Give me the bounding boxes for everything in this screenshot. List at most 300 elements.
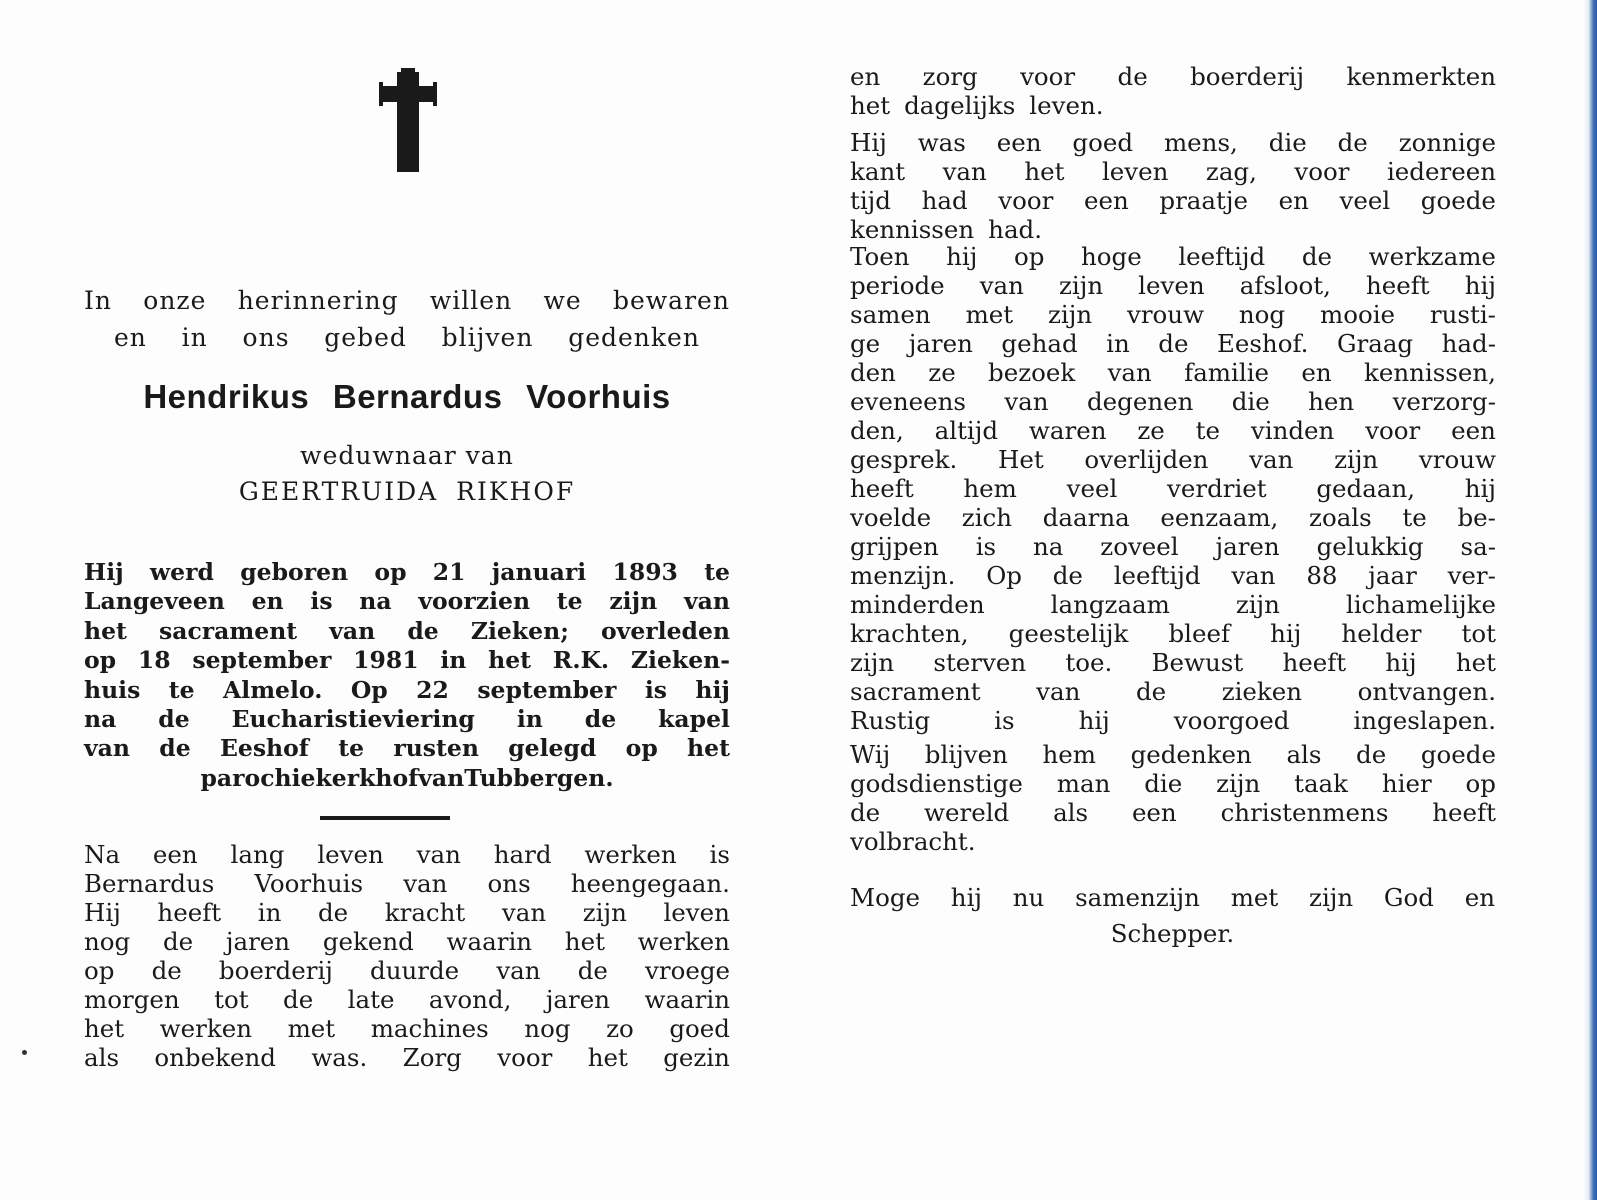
word: zag,	[1205, 157, 1257, 186]
word: het	[687, 734, 730, 763]
life-paragraph	[84, 840, 730, 1072]
word: te	[704, 558, 730, 586]
word: gekend	[322, 927, 414, 956]
word: zorg	[922, 62, 978, 91]
word: praatje	[1159, 186, 1248, 215]
word: te	[338, 734, 365, 763]
word: hij	[1270, 619, 1302, 648]
word: hij	[1078, 706, 1110, 735]
word: periode	[850, 271, 945, 300]
word: is	[975, 532, 997, 561]
word: zich	[961, 503, 1013, 532]
word: het	[84, 1014, 125, 1043]
word: waarin	[446, 927, 533, 956]
text-line	[84, 558, 730, 587]
word: lichamelijke	[1345, 590, 1496, 619]
word: het	[488, 646, 532, 675]
text-line	[850, 62, 1496, 91]
word: hij	[1464, 474, 1496, 503]
word: zijn	[1309, 883, 1354, 912]
word: de	[283, 985, 314, 1014]
word: willen	[429, 286, 513, 315]
word: nog	[524, 1014, 571, 1043]
word: jaren	[908, 329, 973, 358]
word: degenen	[1086, 387, 1194, 416]
word: Eeshof	[219, 734, 309, 763]
word: na	[84, 705, 117, 734]
text-line	[850, 300, 1496, 329]
word: de	[1052, 561, 1083, 590]
word: van	[1107, 358, 1152, 387]
word: van	[403, 869, 448, 898]
word: herinnering	[237, 286, 399, 315]
word: be-	[1457, 503, 1496, 532]
word: R.K.	[552, 646, 610, 675]
word: voelde	[850, 503, 932, 532]
word: van	[84, 734, 130, 763]
text-line	[84, 646, 730, 675]
word: hem	[1042, 740, 1096, 769]
divider-line	[320, 816, 450, 820]
word: zijn	[582, 898, 627, 927]
word: duurde	[370, 956, 460, 985]
text-line	[850, 619, 1496, 648]
word: Op	[986, 561, 1022, 590]
text-line	[850, 827, 1496, 856]
text-line	[84, 705, 730, 734]
word: kracht	[384, 898, 466, 927]
word: heeft	[1282, 648, 1347, 677]
word: geestelijk	[1008, 619, 1129, 648]
word: in	[516, 705, 543, 734]
word: hij	[1464, 271, 1496, 300]
word: Moge	[850, 883, 921, 912]
word: verzorg-	[1392, 387, 1496, 416]
word: Bewust	[1151, 648, 1244, 677]
word: veel	[1339, 186, 1391, 215]
word: van	[416, 840, 461, 869]
text-line	[850, 769, 1496, 798]
word: een	[1451, 416, 1496, 445]
word: het	[1455, 648, 1496, 677]
word: een	[996, 128, 1042, 157]
word: van	[1036, 677, 1081, 706]
word: hard	[493, 840, 552, 869]
word: familie	[1184, 358, 1270, 387]
word: die	[1268, 128, 1307, 157]
word: Eucharistieviering	[231, 705, 475, 734]
word: het	[1024, 157, 1065, 186]
right-paragraph-1	[850, 62, 1496, 120]
word: Rustig	[850, 706, 931, 735]
text-line	[850, 503, 1496, 532]
word: overleden	[600, 616, 730, 645]
word: afsloot,	[1239, 271, 1331, 300]
word: zijn	[1048, 300, 1093, 329]
word: rusten	[393, 734, 479, 763]
word: te	[1402, 503, 1427, 532]
word: Op	[350, 675, 388, 704]
word: hier	[1381, 769, 1432, 798]
text-line	[84, 1014, 730, 1043]
word: zijn	[1235, 590, 1280, 619]
word: leven	[1101, 157, 1169, 186]
word: voorzien	[418, 587, 531, 616]
word: met	[965, 300, 1014, 329]
word: hem	[963, 474, 1017, 503]
deceased-name: Hendrikus Bernardus Voorhuis	[143, 378, 671, 415]
text-line	[850, 387, 1496, 416]
intro-text	[84, 282, 730, 356]
word: zieken	[1221, 677, 1303, 706]
word: eveneens	[850, 387, 966, 416]
word: van	[1231, 561, 1276, 590]
word: Almelo.	[223, 675, 323, 704]
word: werken	[584, 840, 677, 869]
word: nu	[1012, 883, 1045, 912]
text-line	[850, 271, 1496, 300]
word: mens,	[1163, 128, 1238, 157]
word: grijpen	[850, 532, 939, 561]
word: 1893	[612, 558, 678, 586]
word: ons	[242, 323, 290, 352]
word: volbracht.	[850, 827, 976, 856]
word: als	[1286, 740, 1322, 769]
word: vroege	[645, 956, 730, 985]
word: de	[162, 927, 194, 956]
word: van	[496, 956, 541, 985]
word: de	[158, 705, 190, 734]
word: gedenken	[568, 323, 700, 352]
word: heeft	[850, 474, 914, 503]
text-line	[84, 617, 730, 646]
word: tijd	[850, 186, 891, 215]
word: en	[850, 62, 881, 91]
word: Graag	[1336, 329, 1414, 358]
word: waarin	[644, 985, 730, 1014]
word: voor	[497, 1043, 553, 1072]
word: leven	[1138, 271, 1205, 300]
word: de	[151, 956, 182, 985]
word: september	[477, 675, 617, 704]
intro-line-1	[84, 282, 730, 319]
word: van	[329, 616, 376, 645]
word: hij	[946, 242, 978, 271]
word: langzaam	[1050, 590, 1170, 619]
word: samen	[850, 300, 931, 329]
text-line	[850, 590, 1496, 619]
word: van	[501, 898, 547, 927]
word: heeft	[1432, 798, 1496, 827]
word: Wij	[850, 740, 891, 769]
word: ontvangen.	[1357, 677, 1496, 706]
word: en	[1278, 186, 1309, 215]
word: taak	[1294, 769, 1348, 798]
text-line	[84, 734, 730, 763]
relation-label: weduwnaar van	[300, 441, 514, 470]
word: God	[1383, 883, 1434, 912]
word: Bernardus	[84, 869, 215, 898]
word: den	[850, 358, 896, 387]
word: ons	[487, 869, 531, 898]
word: Zieken;	[470, 616, 569, 645]
word: goed	[669, 1014, 730, 1043]
word: vinden	[1250, 416, 1335, 445]
word: op	[84, 646, 117, 675]
word: met	[1230, 883, 1279, 912]
word: te	[1195, 416, 1221, 445]
speck-mark	[22, 1050, 27, 1055]
word: in	[440, 646, 467, 675]
word: boerderij	[1190, 62, 1305, 91]
word: gelegd	[508, 734, 597, 763]
word: te	[556, 587, 583, 616]
text-line	[850, 474, 1496, 503]
word: Hij	[84, 558, 124, 586]
word: Voorhuis	[254, 869, 364, 898]
word: een	[1131, 798, 1177, 827]
word: bleef	[1168, 619, 1231, 648]
word: christenmens	[1220, 798, 1389, 827]
word: godsdienstige	[850, 769, 1023, 798]
word: vrouw	[1126, 300, 1205, 329]
word: jaren	[225, 927, 291, 956]
word: helder	[1341, 619, 1422, 648]
word: de	[1337, 128, 1368, 157]
word: tot	[1461, 619, 1496, 648]
right-paragraph-3	[850, 242, 1496, 735]
word: den,	[850, 416, 904, 445]
text-line	[850, 157, 1496, 186]
word: de	[584, 705, 617, 734]
spouse-name: GEERTRUIDA RIKHOF	[238, 477, 576, 506]
word: zoals	[1309, 503, 1372, 532]
word: de	[850, 798, 881, 827]
word: gelukkig	[1316, 532, 1424, 561]
word: krachten,	[850, 619, 969, 648]
word: iedereen	[1386, 157, 1496, 186]
word: mooie	[1319, 300, 1396, 329]
word: waren	[1028, 416, 1107, 445]
widower-info	[84, 438, 730, 510]
word: de	[1301, 242, 1333, 271]
word: Zorg	[402, 1043, 462, 1072]
word: zoveel	[1100, 532, 1179, 561]
word: in	[257, 898, 282, 927]
word: van	[1004, 387, 1049, 416]
word: is	[310, 587, 333, 616]
word: en	[251, 587, 284, 616]
word: late	[347, 985, 395, 1014]
word: menzijn.	[850, 561, 956, 590]
word: van	[418, 763, 465, 792]
word: werd	[149, 558, 214, 586]
word: kapel	[658, 705, 730, 734]
word: op	[84, 956, 115, 985]
word: hij	[1385, 648, 1417, 677]
word: overlijden	[1084, 445, 1209, 474]
word: nog	[1238, 300, 1286, 329]
text-line	[850, 358, 1496, 387]
word: Hij	[850, 128, 887, 157]
word: is	[644, 675, 667, 704]
word: met	[287, 1014, 336, 1043]
word: en	[1301, 358, 1332, 387]
word: lang	[230, 840, 285, 869]
word: ge	[850, 329, 881, 358]
word: ver-	[1447, 561, 1496, 590]
word: op	[1465, 769, 1496, 798]
text-line	[84, 587, 730, 616]
word: sacrament	[850, 677, 981, 706]
word: morgen	[84, 985, 180, 1014]
word: dagelijks	[904, 91, 1016, 120]
word: veel	[1066, 474, 1118, 503]
word: gesprek.	[850, 445, 958, 474]
word: we	[543, 286, 582, 315]
word: op	[625, 734, 658, 763]
word: kenmerkten	[1346, 62, 1496, 91]
right-paragraph-4	[850, 740, 1496, 856]
closing-word: Schepper.	[1110, 919, 1235, 948]
word: avond,	[428, 985, 512, 1014]
word: zo	[606, 1014, 634, 1043]
word: als	[84, 1043, 120, 1072]
closing-prayer	[850, 880, 1495, 952]
word: kant	[850, 157, 906, 186]
word: jaren	[545, 985, 611, 1014]
word: zijn	[850, 648, 895, 677]
word: 21	[432, 558, 466, 586]
word: onze	[143, 286, 207, 315]
text-line	[850, 186, 1496, 215]
word: Zieken-	[630, 646, 730, 675]
word: zijn	[609, 587, 658, 616]
word: de	[407, 616, 439, 645]
text-line	[850, 242, 1496, 271]
word: 18	[137, 646, 171, 675]
word: Het	[998, 445, 1044, 474]
word: hij	[695, 675, 730, 704]
word: vrouw	[1418, 445, 1496, 474]
word: goed	[1072, 128, 1134, 157]
text-line	[84, 956, 730, 985]
word: 1981	[353, 646, 419, 675]
word: zijn	[1334, 445, 1379, 474]
word: in	[1106, 329, 1130, 358]
word: had.	[988, 215, 1043, 244]
word: kennissen	[850, 215, 975, 244]
word: het	[587, 1043, 628, 1072]
word: eenzaam,	[1160, 503, 1279, 532]
word: Langeveen	[84, 587, 225, 616]
word: in	[181, 323, 208, 352]
word: Hij	[84, 898, 121, 927]
closing-line-1	[850, 880, 1495, 916]
word: voorgoed	[1173, 706, 1290, 735]
word: van	[1249, 445, 1294, 474]
text-line	[850, 532, 1496, 561]
word: ingeslapen.	[1353, 706, 1496, 735]
word: 88	[1306, 561, 1338, 590]
word: bewaren	[612, 286, 730, 315]
word: de	[577, 956, 608, 985]
word: goede	[1420, 740, 1496, 769]
word: na	[1033, 532, 1064, 561]
word: werkzame	[1368, 242, 1496, 271]
word: gedenken	[1130, 740, 1252, 769]
word: man	[1056, 769, 1111, 798]
word: zijn	[1216, 769, 1261, 798]
biography-paragraph	[84, 558, 730, 793]
word: leven	[663, 898, 730, 927]
text-line	[850, 706, 1496, 735]
word: Tubbergen.	[464, 763, 614, 792]
word: het	[564, 927, 605, 956]
word: onbekend	[154, 1043, 276, 1072]
word: en	[114, 323, 147, 352]
word: wereld	[924, 798, 1010, 827]
word: gebed	[324, 323, 407, 352]
word: machines	[370, 1014, 489, 1043]
word: voor	[998, 186, 1054, 215]
word: sa-	[1460, 532, 1496, 561]
word: heeft	[157, 898, 222, 927]
word: de	[1117, 62, 1148, 91]
word: nog	[84, 927, 131, 956]
word: leeftijd	[1113, 561, 1201, 590]
word: is	[709, 840, 730, 869]
word: leven	[317, 840, 384, 869]
word: ze	[1137, 416, 1165, 445]
text-line	[850, 561, 1496, 590]
word: september	[192, 646, 332, 675]
word: geboren	[240, 558, 349, 586]
word: daarna	[1042, 503, 1130, 532]
word: de	[159, 734, 191, 763]
word: op	[374, 558, 407, 586]
word: leven.	[1029, 91, 1104, 120]
word: werken	[159, 1014, 252, 1043]
word: het	[850, 91, 891, 120]
word: gedaan,	[1316, 474, 1416, 503]
word: leeftijd	[1178, 242, 1266, 271]
word: en	[1464, 883, 1495, 912]
text-line	[850, 416, 1496, 445]
word: sacrament	[159, 616, 298, 645]
text-line	[850, 445, 1496, 474]
word: hij	[950, 883, 983, 912]
word: van	[942, 157, 987, 186]
word: is	[994, 706, 1015, 735]
word: sterven	[933, 648, 1027, 677]
word: van	[683, 587, 730, 616]
text-line	[850, 798, 1496, 827]
word: parochiekerkhof	[200, 763, 419, 792]
word: was.	[311, 1043, 368, 1072]
text-line	[850, 91, 1496, 120]
word: tot	[214, 985, 249, 1014]
word: Eeshof.	[1216, 329, 1309, 358]
text-line	[850, 740, 1496, 769]
word: een	[152, 840, 198, 869]
word: had-	[1441, 329, 1496, 358]
word: Na	[84, 840, 121, 869]
card-edge	[1583, 0, 1597, 1200]
text-line	[850, 677, 1496, 706]
word: verdriet	[1167, 474, 1267, 503]
text-line	[84, 676, 730, 705]
